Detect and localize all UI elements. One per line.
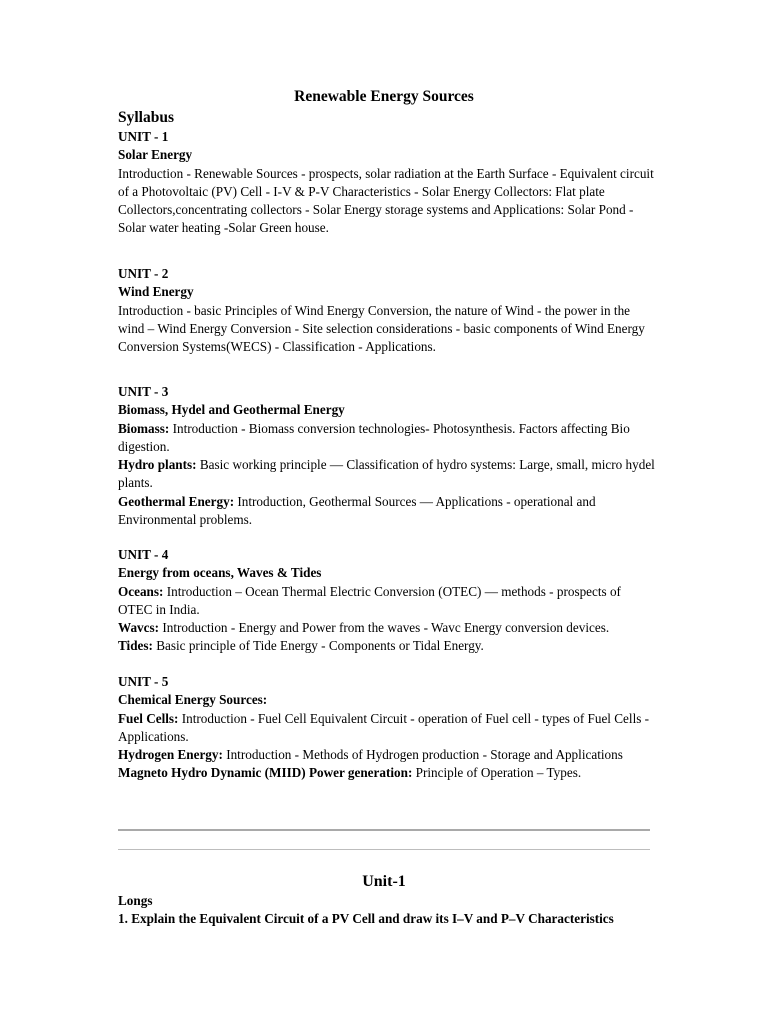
unit-number: UNIT - 4: [118, 547, 169, 562]
unit-topic: Chemical Energy Sources:: [118, 692, 268, 708]
paragraph-text: Introduction, Geothermal Sources — Applications - operational and Environmental problems.: [118, 493, 596, 528]
unit-paragraph: [118, 420, 658, 457]
paragraph-text: Introduction - Energy and Power from the waves - Wavc Energy conversion devices.: [159, 620, 610, 636]
paragraph-text: Introduction - Fuel Cell Equivalent Circuit - operation of Fuel cell - types of Fuel Cells - Applications.: [118, 710, 650, 744]
unit-block-1: [118, 128, 658, 238]
question-text: 1. Explain the Equivalent Circuit of a PV Cell and draw its I–V and P–V Characteristics: [118, 911, 614, 926]
paragraph-label: Hydro plants:: [118, 457, 197, 473]
unit-block-2: [118, 265, 658, 356]
paragraph-text: Introduction - Methods of Hydrogen production - Storage and Applications: [222, 747, 623, 763]
paragraph-label: Wavcs:: [118, 620, 160, 636]
unit-paragraph: [118, 583, 658, 620]
paragraph-label: Geothermal Energy:: [118, 493, 235, 509]
paragraph-label: Magneto Hydro Dynamic (MIID) Power generation:: [118, 765, 413, 781]
unit-paragraph: [118, 619, 658, 637]
document-title: Renewable Energy Sources: [294, 88, 474, 105]
paragraph-label: Tides:: [118, 638, 153, 654]
paragraph-text: Principle of Operation – Types.: [412, 765, 582, 781]
unit-paragraph: [118, 456, 658, 493]
unit-paragraph: [118, 493, 658, 530]
paragraph-text: Introduction - Biomass conversion technologies- Photosynthesis. Factors affecting Bio digestion.: [118, 420, 630, 454]
paragraph-label: Biomass:: [118, 420, 170, 436]
unit-block-4: [118, 546, 658, 656]
unit-paragraph: [118, 302, 658, 357]
unit-paragraph: [118, 637, 658, 655]
unit-paragraph: [118, 165, 658, 238]
unit-topic: Wind Energy: [118, 284, 194, 300]
paragraph-label: Fuel Cells:: [118, 710, 179, 726]
paragraph-label: Oceans:: [118, 583, 164, 599]
unit-paragraph: [118, 746, 658, 764]
syllabus-heading: Syllabus: [118, 109, 175, 126]
paragraph-text: Introduction – Ocean Thermal Electric Conversion (OTEC) — methods - prospects of OTEC in India.: [118, 583, 621, 617]
unit-number: UNIT - 5: [118, 674, 169, 689]
unit-number: UNIT - 1: [118, 129, 169, 144]
unit-number: UNIT - 3: [118, 384, 169, 399]
section-title: Unit-1: [362, 873, 406, 890]
paragraph-text: Basic principle of Tide Energy - Components or Tidal Energy.: [152, 638, 484, 654]
paragraph-text: Introduction - Renewable Sources - prospects, solar radiation at the Earth Surface - Equivalent circuit of a Photovoltaic (PV) Cell - I-V & P-V Characteristics - Solar Energy Collectors: Flat plate Collectors,concentrating collectors - Solar Energy storage systems and Applications: Solar Pond - Solar water heating -Solar Green house.: [118, 165, 654, 236]
paragraph-text: Introduction - basic Principles of Wind Energy Conversion, the nature of Wind - the power in the wind – Wind Energy Conversion - Site selection considerations - basic components of Wind Energy Conversion Systems(WECS) - Classification - Applications.: [118, 302, 645, 355]
unit-block-3: [118, 383, 658, 529]
paragraph-label: Hydrogen Energy:: [118, 747, 223, 763]
unit-topic: Solar Energy: [118, 147, 193, 163]
unit-number: UNIT - 2: [118, 266, 169, 281]
horizontal-divider: [118, 829, 650, 831]
section-subtitle: Longs: [118, 893, 153, 908]
unit-paragraph: [118, 764, 658, 782]
paragraph-text: Basic working principle — Classification of hydro systems: Large, small, micro hydel plants.: [118, 457, 655, 491]
unit-paragraph: [118, 710, 658, 747]
horizontal-divider: [118, 849, 650, 850]
unit-topic: Biomass, Hydel and Geothermal Energy: [118, 402, 345, 418]
unit-block-5: [118, 673, 658, 783]
unit-topic: Energy from oceans, Waves & Tides: [118, 565, 322, 581]
